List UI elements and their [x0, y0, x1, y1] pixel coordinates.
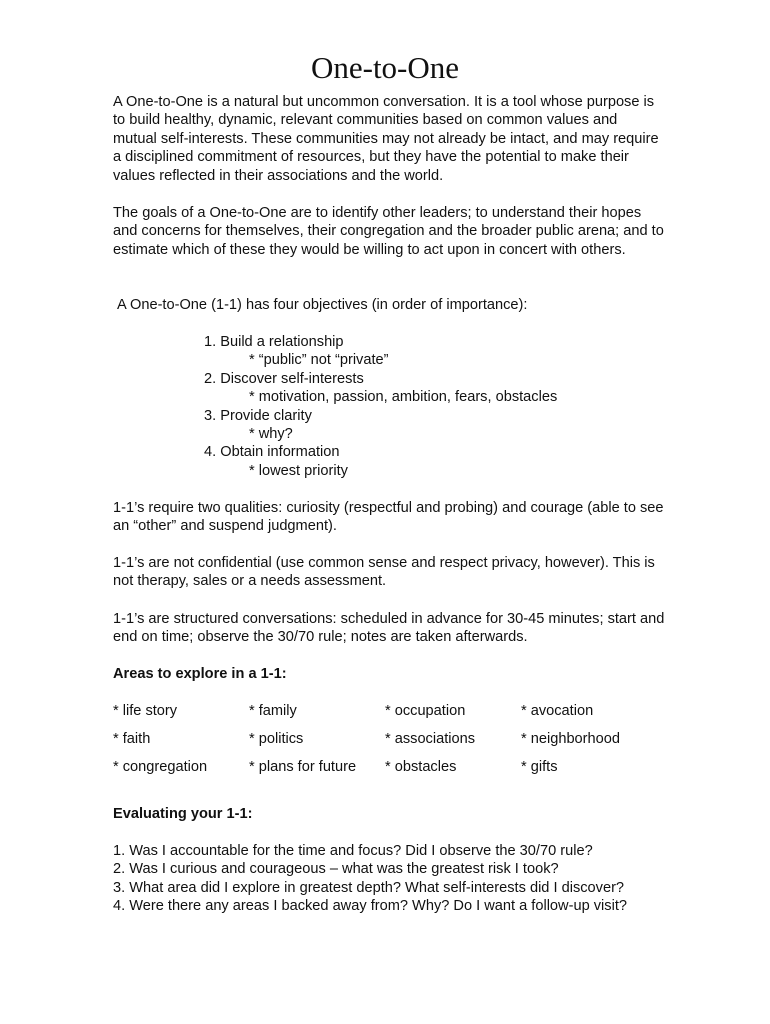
- area-item: * neighborhood: [521, 731, 620, 747]
- evaluation-list: [113, 842, 673, 916]
- area-item: * occupation: [385, 703, 466, 719]
- page-title: One-to-One: [310, 50, 460, 85]
- evaluation-item: 4. Were there any areas I backed away from? Why? Do I want a follow-up visit?: [113, 898, 627, 915]
- area-item: * family: [249, 703, 297, 719]
- area-item: * faith: [113, 731, 151, 747]
- evaluation-item: 1. Was I accountable for the time and focus? Did I observe the 30/70 rule?: [113, 843, 593, 859]
- area-item: * politics: [249, 731, 304, 747]
- area-item: * plans for future: [249, 759, 357, 775]
- areas-row: [113, 730, 673, 758]
- objective-item: 2. Discover self-interests: [204, 370, 364, 387]
- areas-grid: [113, 702, 673, 786]
- objective-item: 1. Build a relationship: [204, 334, 344, 350]
- objective-note: * lowest priority: [249, 462, 348, 479]
- objective-item: 4. Obtain information: [204, 444, 340, 461]
- area-item: * avocation: [521, 703, 594, 719]
- area-item: * life story: [113, 703, 178, 719]
- objective-note: * motivation, passion, ambition, fears, obstacles: [249, 389, 558, 406]
- areas-heading: Areas to explore in a 1-1:: [113, 666, 287, 682]
- evaluation-item: 2. Was I curious and courageous – what was the greatest risk I took?: [113, 861, 559, 878]
- goals-paragraph: The goals of a One-to-One are to identify other leaders; to understand their hopes and concerns for themselves, their congregation and the broader public arena; and to estimate which of these they would be willing to act upon in concert with others.: [113, 205, 664, 258]
- intro-paragraph: A One-to-One is a natural but uncommon conversation. It is a tool whose purpose is to build healthy, dynamic, relevant communities based on common values and mutual self-interests. These communities may not already be intact, and may require a disciplined commitment of resources, but they have the potential to make their values reflected in their associations and the world.: [113, 94, 659, 184]
- objective-item: 3. Provide clarity: [204, 407, 312, 424]
- objectives-lead: A One-to-One (1-1) has four objectives (in order of importance):: [117, 297, 528, 313]
- areas-row: [113, 702, 673, 730]
- area-item: * associations: [385, 731, 476, 747]
- evaluation-item: 3. What area did I explore in greatest depth? What self-interests did I discover?: [113, 879, 625, 896]
- evaluation-heading: Evaluating your 1-1:: [113, 806, 253, 822]
- objectives-list: [204, 333, 624, 480]
- area-item: * congregation: [113, 759, 208, 775]
- areas-row: [113, 758, 673, 786]
- qualities-paragraph: 1-1’s require two qualities: curiosity (respectful and probing) and courage (able to see an “other” and suspend judgment).: [113, 500, 664, 535]
- area-item: * gifts: [521, 759, 558, 775]
- area-item: * obstacles: [385, 759, 457, 775]
- confidential-paragraph: 1-1’s are not confidential (use common sense and respect privacy, however). This is not therapy, sales or a needs assessment.: [113, 555, 655, 590]
- objective-note: * why?: [249, 426, 293, 443]
- objective-note: * “public” not “private”: [249, 352, 389, 369]
- structured-paragraph: 1-1’s are structured conversations: scheduled in advance for 30-45 minutes; start and end on time; observe the 30/70 rule; notes are taken afterwards.: [113, 611, 665, 646]
